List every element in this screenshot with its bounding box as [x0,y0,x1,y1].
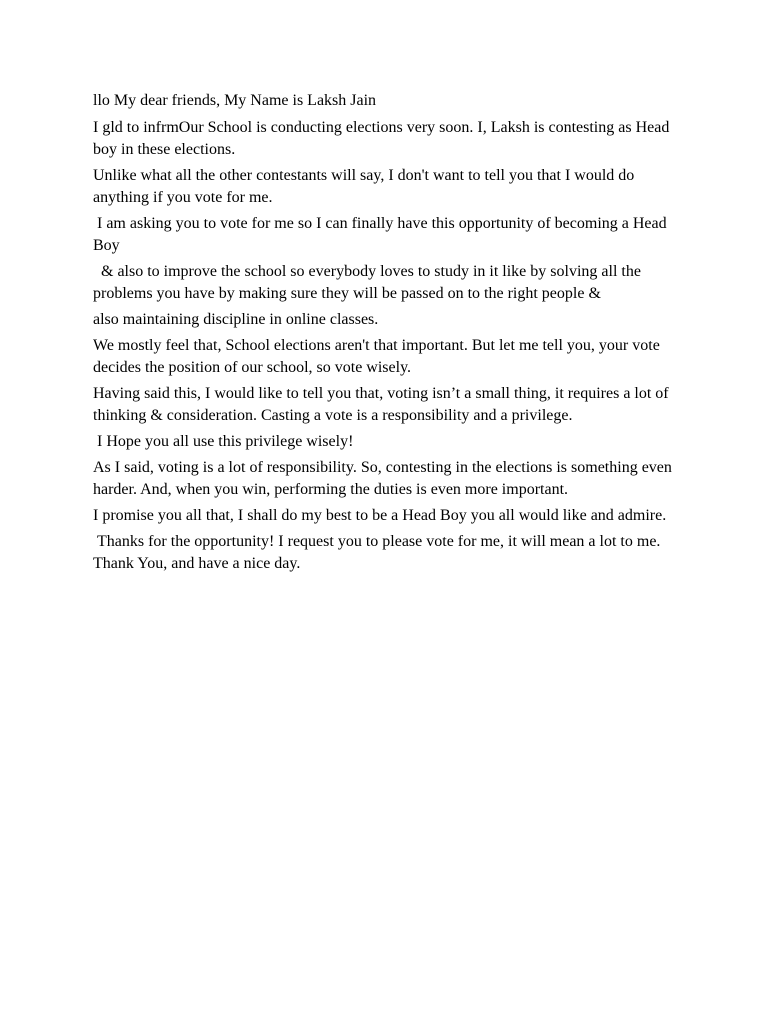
improve-school-paragraph: & also to improve the school so everybody loves to study in it like by solving all the problems you have by making sure they will be passed on to the right people & [93,263,645,302]
responsibility-paragraph: Having said this, I would like to tell you that, voting isn’t a small thing, it requires a lot of thinking & consideration. Casting a vote is a responsibility and a privilege. [93,385,673,424]
discipline-paragraph: also maintaining discipline in online classes. [93,311,379,328]
speech-body [93,90,683,579]
contestants-paragraph: Unlike what all the other contestants will say, I don't want to tell you that I would do anything if you vote for me. [93,167,639,206]
duties-paragraph: As I said, voting is a lot of responsibility. So, contesting in the elections is something even harder. And, when you win, performing the duties is even more important. [93,459,676,498]
intro-paragraph: I gld to infrmOur School is conducting elections very soon. I, Laksh is contesting as Head boy in these elections. [93,119,674,158]
promise-paragraph: I promise you all that, I shall do my best to be a Head Boy you all would like and admire. [93,507,667,524]
closing-paragraph: Thanks for the opportunity! I request you to please vote for me, it will mean a lot to me. Thank You, and have a nice day. [93,533,665,572]
importance-paragraph: We mostly feel that, School elections aren't that important. But let me tell you, your vote decides the position of our school, so vote wisely. [93,337,664,376]
request-paragraph: I am asking you to vote for me so I can finally have this opportunity of becoming a Head Boy [93,215,671,254]
privilege-paragraph: I Hope you all use this privilege wisely! [93,433,354,450]
greeting-paragraph: llo My dear friends, My Name is Laksh Jain [93,92,377,109]
